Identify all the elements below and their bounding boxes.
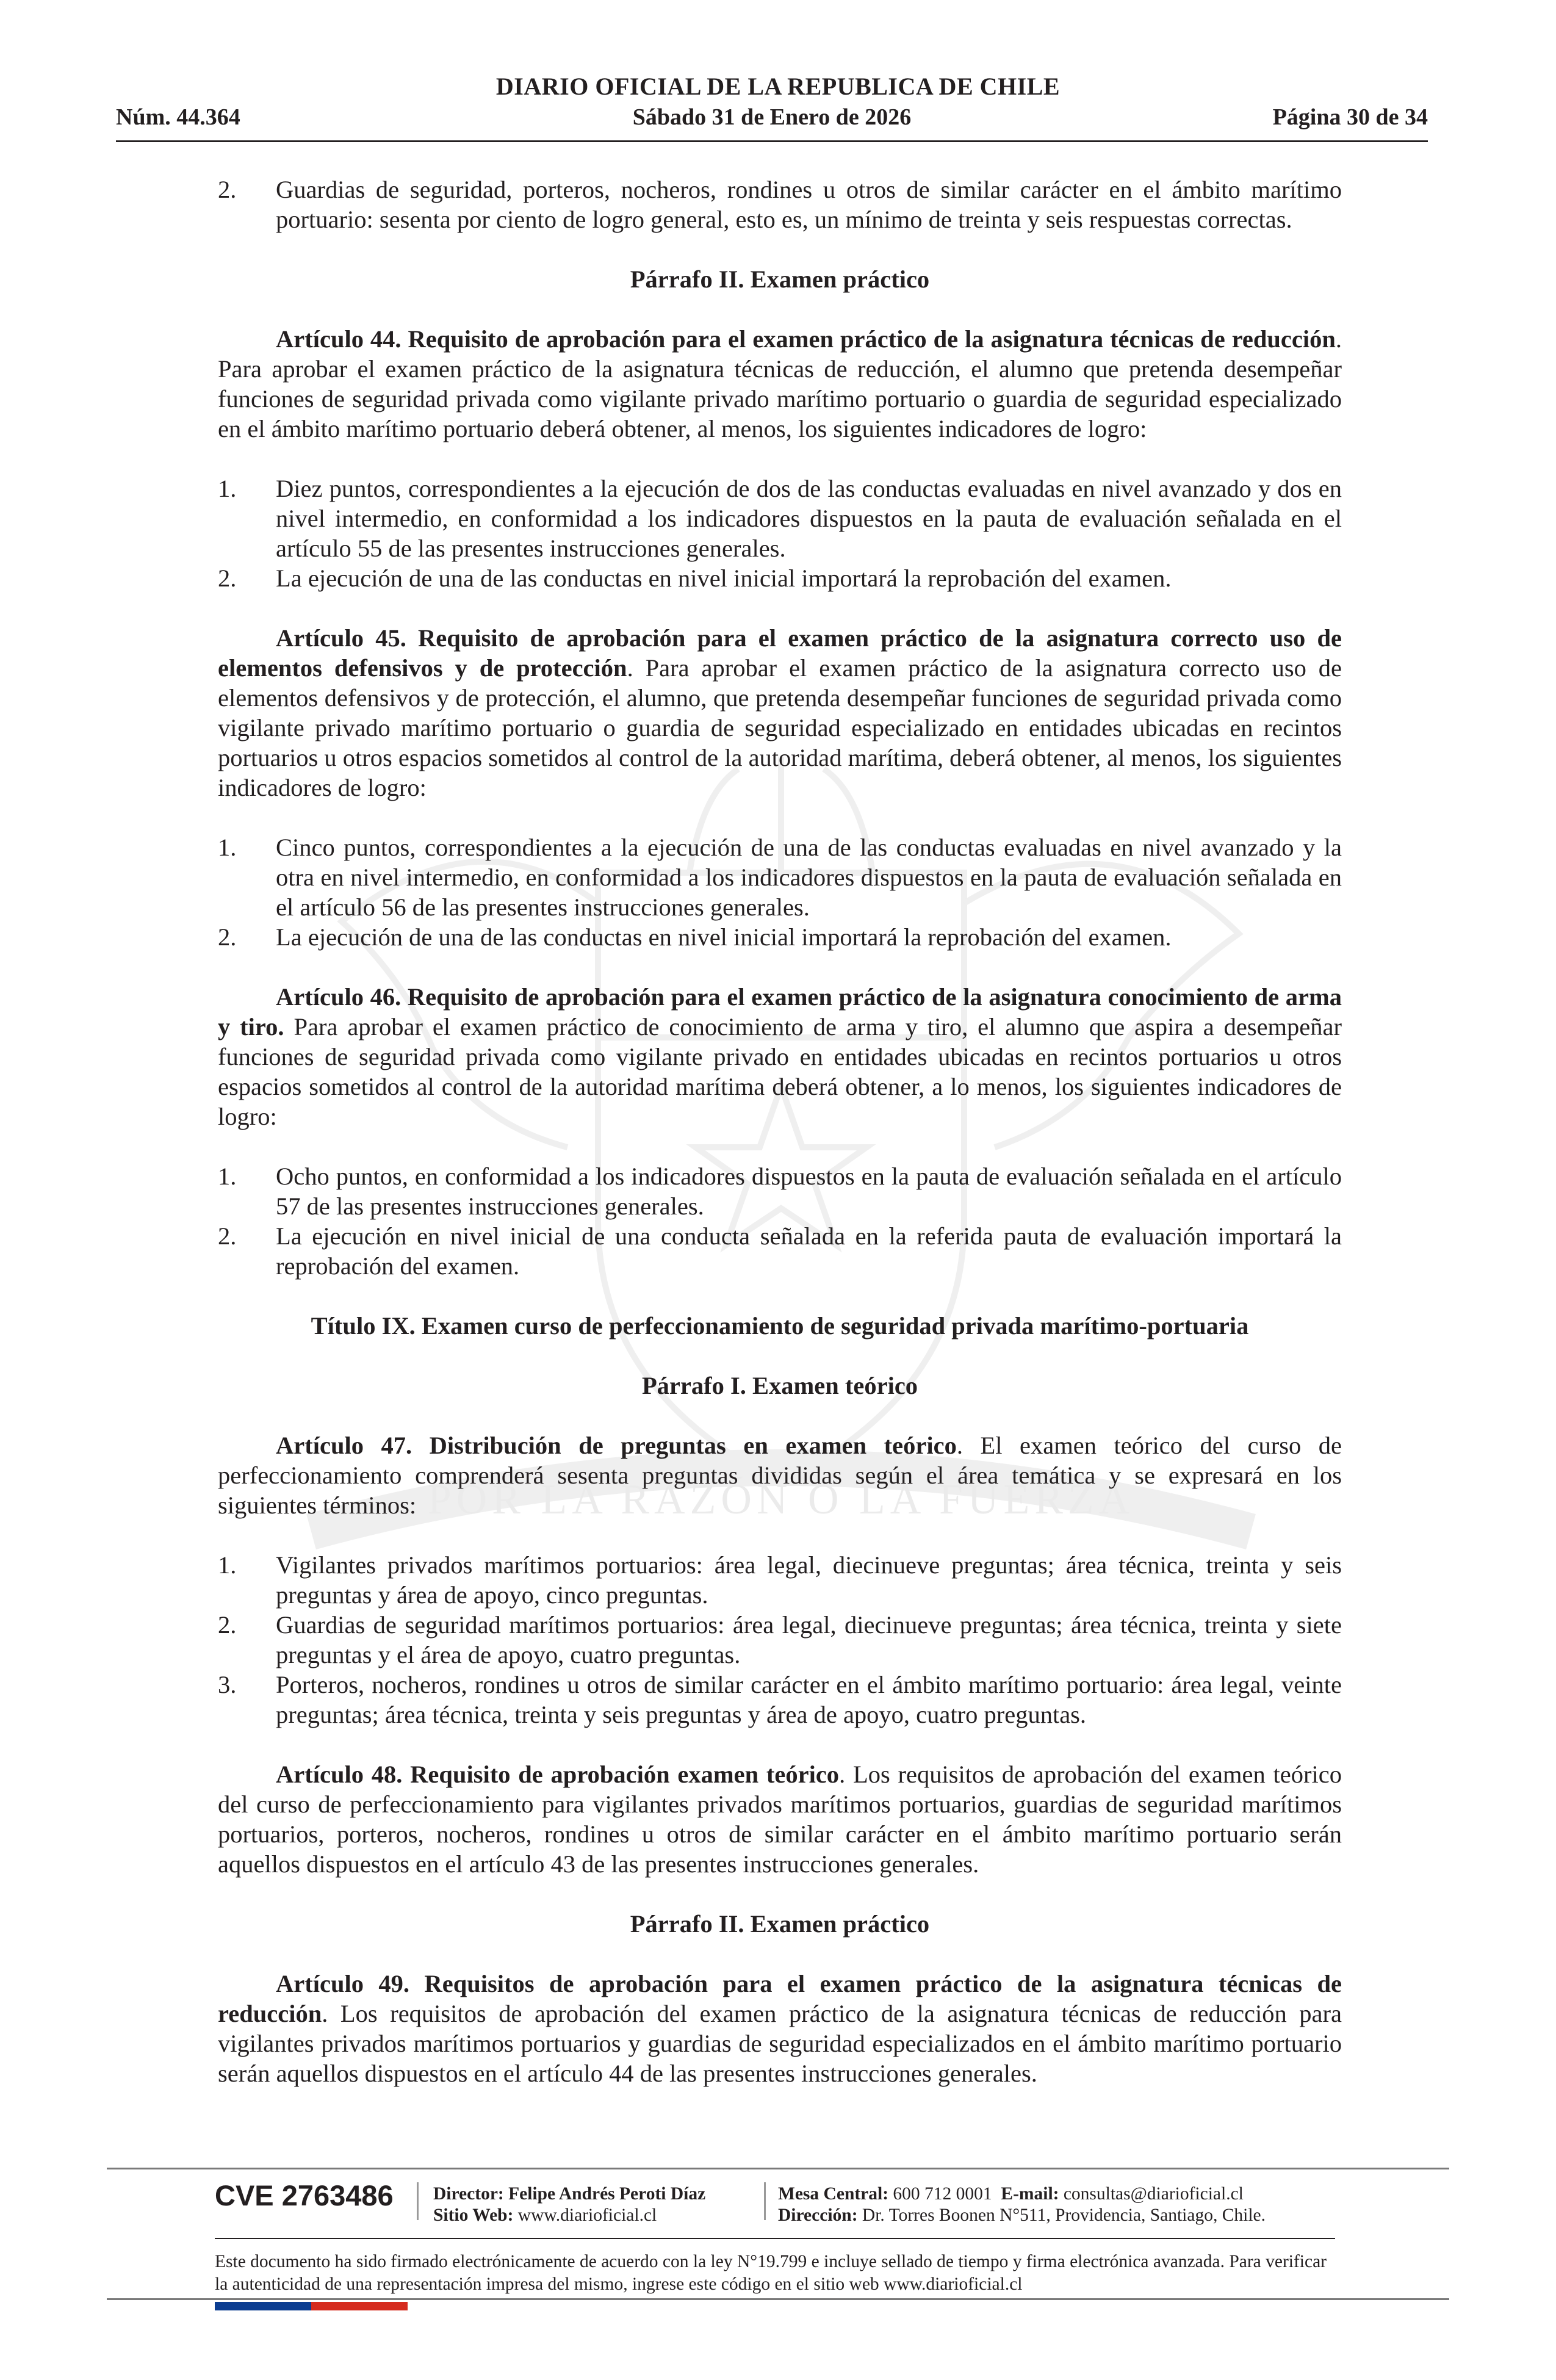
footer-contact-block: Mesa Central: 600 712 0001 E-mail: consultas@diarioficial.cl Dirección: Dr. Torres Boonen N°511, Providencia, Santiago, Chile. [778, 2184, 1266, 2225]
list-item: 1. Cinco puntos, correspondientes a la ejecución de una de las conductas evaluadas en nivel avanzado y la otra en nivel intermedio, en conformidad a los indicadores dispuestos en la pauta de evaluación señalada en el artículo 56 de las presentes instrucciones generales. [218, 834, 1342, 921]
list-a47 [218, 1550, 1342, 1729]
legal-notice: Este documento ha sido firmado electrónicamente de acuerdo con la ley N°19.799 e incluye sellado de tiempo y firma electrónica avanzada. Para verificar la autenticidad de una representación impresa del mismo, ingrese este código en el sitio web www.diarioficial.cl [215, 2252, 1327, 2294]
footer-divider [107, 2168, 1449, 2169]
article-title: Artículo 48. Requisito de aprobación examen teórico [276, 1761, 840, 1788]
article-title: Artículo 49. Requisitos de aprobación para el examen práctico de la asignatura técnicas de reducción [218, 1970, 1342, 2027]
title-heading: Título IX. Examen curso de perfeccionamiento de seguridad privada marítimo-portuaria [311, 1312, 1249, 1340]
email-link[interactable]: consultas@diarioficial.cl [1063, 2184, 1244, 2204]
list-item: 2. Guardias de seguridad marítimos portuarios: área legal, diecinueve preguntas; área técnica, treinta y siete preguntas y el área de apoyo, cuatro preguntas. [218, 1611, 1342, 1668]
footer-divider [215, 2238, 1335, 2239]
article-48: Artículo 48. Requisito de aprobación examen teórico. Los requisitos de aprobación del examen teórico del curso de perfeccionamiento para vigilantes privados marítimos portuarios, guardias de seguridad marítimos portuarios, porteros, nocheros, rondines u otros de similar carácter en el ámbito marítimo portuario serán aquellos dispuestos en el artículo 43 de las presentes instrucciones generales. [218, 1761, 1342, 1878]
footer-divider [107, 2298, 1449, 2300]
article-title: Artículo 46. Requisito de aprobación para el examen práctico de la asignatura conocimiento de arma y tiro. [218, 983, 1342, 1040]
article-44: Artículo 44. Requisito de aprobación para el examen práctico de la asignatura técnicas de reducción. Para aprobar el examen práctico de la asignatura técnicas de reducción, el alumno que pretenda desempeñar funciones de seguridad privada como vigilante privado marítimo portuario o guardia de seguridad especializado en el ámbito marítimo portuario deberá obtener, al menos, los siguientes indicadores de logro: [218, 325, 1342, 442]
header-divider [116, 140, 1428, 142]
header-row [116, 104, 1428, 135]
article-47: Artículo 47. Distribución de preguntas en examen teórico. El examen teórico del curso de perfeccionamiento comprenderá sesenta preguntas divididas según el área temática y se expresará en los siguientes términos: [218, 1432, 1342, 1519]
article-title: Artículo 44. Requisito de aprobación para el examen práctico de la asignatura técnicas de reducción [276, 325, 1336, 353]
list-a45 [218, 832, 1342, 952]
list-item: 2. La ejecución de una de las conductas en nivel inicial importará la reprobación del examen. [218, 564, 1172, 592]
page-number: Página 30 de 34 [1272, 104, 1428, 130]
list-item: 3. Porteros, nocheros, rondines u otros de similar carácter en el ámbito marítimo portuario: área legal, veinte preguntas; área técnica, treinta y seis preguntas y área de apoyo, cuatro preguntas. [218, 1671, 1342, 1728]
section-heading: Párrafo II. Examen práctico [630, 265, 930, 293]
article-title: Artículo 45. Requisito de aprobación para el examen práctico de la asignatura correcto uso de elementos defensivos y de protección [218, 624, 1342, 682]
address: Dr. Torres Boonen N°511, Providencia, Santiago, Chile. [862, 2205, 1266, 2225]
flag-stripe-blue [215, 2302, 311, 2310]
newspaper-title: DIARIO OFICIAL DE LA REPUBLICA DE CHILE [495, 73, 1061, 100]
list-item: 2. Guardias de seguridad, porteros, nocheros, rondines u otros de similar carácter en el ámbito marítimo portuario: sesenta por ciento de logro general, esto es, un mínimo de treinta y seis respuestas correctas. [218, 176, 1342, 233]
list-item: 1. Vigilantes privados marítimos portuarios: área legal, diecinueve preguntas; área técnica, treinta y seis preguntas y área de apoyo, cinco preguntas. [218, 1551, 1342, 1609]
footer-director-block: Director: Felipe Andrés Peroti Díaz Sitio Web: www.diarioficial.cl [433, 2184, 706, 2225]
issue-number: Núm. 44.364 [116, 104, 240, 130]
motto-text: POR LA RAZÓN O LA FUERZA [427, 1476, 1135, 1523]
document-body [218, 175, 1342, 2088]
phone-number: 600 712 0001 [893, 2184, 992, 2204]
list-a46 [218, 1161, 1342, 1281]
flag-stripe-red [311, 2302, 408, 2310]
list-item: 2. La ejecución en nivel inicial de una conducta señalada en la referida pauta de evaluación importará la reprobación del examen. [218, 1222, 1342, 1280]
section-heading: Párrafo II. Examen práctico [630, 1910, 930, 1938]
cve-code: CVE 2763486 [215, 2179, 394, 2212]
footer-separator [417, 2182, 419, 2220]
issue-date: Sábado 31 de Enero de 2026 [632, 104, 912, 130]
list-item: 1. Diez puntos, correspondientes a la ejecución de dos de las conductas evaluadas en nivel avanzado y dos en nivel intermedio, en conformidad a los indicadores dispuestos en la pauta de evaluación señalada en el artículo 55 de las presentes instrucciones generales. [218, 475, 1342, 562]
article-49: Artículo 49. Requisitos de aprobación para el examen práctico de la asignatura técnicas de reducción. Los requisitos de aprobación del examen práctico de la asignatura técnicas de reducción para vigilantes privados marítimos portuarios y guardias de seguridad especializados en el ámbito marítimo portuario serán aquellos dispuestos en el artículo 44 de las presentes instrucciones generales. [218, 1970, 1342, 2087]
website-link[interactable]: www.diarioficial.cl [517, 2205, 657, 2225]
list-s0 [218, 175, 1342, 234]
footer-separator [764, 2182, 766, 2220]
article-45: Artículo 45. Requisito de aprobación para el examen práctico de la asignatura correcto uso de elementos defensivos y de protección. Para aprobar el examen práctico de la asignatura correcto uso de elementos defensivos y de protección, el alumno, que pretenda desempeñar funciones de seguridad privada como vigilante privado marítimo portuario o guardia de seguridad especializado en entidades ubicadas en recintos portuarios u otros espacios sometidos al control de la autoridad marítima, deberá obtener, al menos, los siguientes indicadores de logro: [218, 624, 1342, 801]
director-name: Felipe Andrés Peroti Díaz [508, 2184, 706, 2204]
section-heading: Párrafo I. Examen teórico [641, 1372, 918, 1399]
article-46: Artículo 46. Requisito de aprobación para el examen práctico de la asignatura conocimiento de arma y tiro. Para aprobar el examen práctico de conocimiento de arma y tiro, el alumno que aspira a desempeñar funciones de seguridad privada como vigilante privado en entidades ubicadas en recintos portuarios u otros espacios sometidos al control de la autoridad marítima deberá obtener, a lo menos, los siguientes indicadores de logro: [218, 983, 1342, 1130]
list-a44 [218, 474, 1342, 593]
article-title: Artículo 47. Distribución de preguntas en examen teórico [276, 1432, 957, 1459]
list-item: 1. Ocho puntos, en conformidad a los indicadores dispuestos en la pauta de evaluación señalada en el artículo 57 de las presentes instrucciones generales. [218, 1163, 1342, 1220]
list-item: 2. La ejecución de una de las conductas en nivel inicial importará la reprobación del examen. [218, 923, 1172, 951]
